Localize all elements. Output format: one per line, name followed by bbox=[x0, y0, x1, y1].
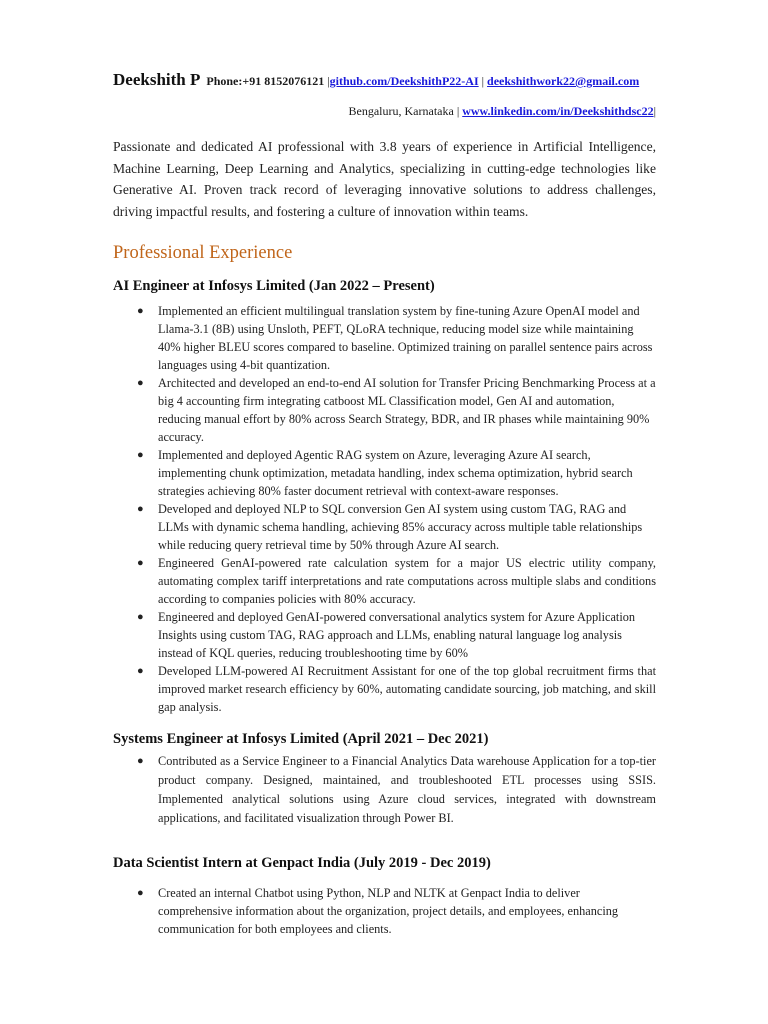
phone-number: Phone:+91 8152076121 bbox=[206, 74, 325, 88]
list-item bbox=[130, 446, 656, 500]
job-title: Data Scientist Intern at Genpact India (July 2019 - Dec 2019) bbox=[113, 855, 491, 871]
bullet-text: Implemented and deployed Agentic RAG system on Azure, leveraging Azure AI search, implementing chunk optimization, metadata handling, index schema optimization, hybrid search strategies achieving 80% faster document retrieval with context-aware responses. bbox=[158, 448, 633, 498]
bullet-icon: ● bbox=[137, 665, 144, 677]
separator: | bbox=[456, 104, 460, 118]
bullet-icon: ● bbox=[137, 611, 144, 623]
separator: | bbox=[481, 74, 485, 88]
bullet-icon: ● bbox=[137, 887, 144, 899]
list-item bbox=[130, 302, 656, 374]
bullet-icon: ● bbox=[137, 503, 144, 515]
list-item bbox=[130, 608, 656, 662]
list-item bbox=[130, 662, 656, 716]
bullet-text: Architected and developed an end-to-end AI solution for Transfer Pricing Benchmarking Process at a big 4 accounting firm integrating catboost ML Classification model, Gen AI and automation, reducing manual effort by 80% across Search Strategy, BDR, and IR phases while maintaining 90% accuracy. bbox=[158, 376, 656, 444]
section-title-professional-experience: Professional Experience bbox=[113, 243, 293, 263]
bullet-text: Created an internal Chatbot using Python, NLP and NLTK at Genpact India to deliver comprehensive information about the organization, project details, and employees, enhancing communication for both employees and clients. bbox=[158, 886, 619, 936]
bullet-text: Engineered GenAI-powered rate calculation system for a major US electric utility company, automating complex tariff interpretations and rate computations across multiple slabs and conditions according to companies policies with 80% accuracy. bbox=[158, 556, 656, 606]
list-item bbox=[130, 752, 656, 828]
list-item bbox=[130, 554, 656, 608]
bullet-icon: ● bbox=[137, 755, 144, 767]
bullet-icon: ● bbox=[137, 557, 144, 569]
list-item bbox=[130, 374, 656, 446]
bullet-text: Developed LLM-powered AI Recruitment Assistant for one of the top global recruitment firms that improved market research efficiency by 60%, automating candidate sourcing, job matching, and skill gap analysis. bbox=[158, 664, 656, 714]
job-bullet-list bbox=[130, 752, 656, 828]
separator: | bbox=[327, 74, 330, 88]
job-title: Systems Engineer at Infosys Limited (April 2021 – Dec 2021) bbox=[113, 731, 489, 747]
list-item bbox=[130, 884, 656, 938]
list-item bbox=[130, 500, 656, 554]
bullet-icon: ● bbox=[137, 377, 144, 389]
email-link[interactable]: deekshithwork22@gmail.com bbox=[487, 74, 640, 88]
job-bullet-list bbox=[130, 302, 656, 716]
bullet-icon: ● bbox=[137, 449, 144, 461]
bullet-text: Developed and deployed NLP to SQL conversion Gen AI system using custom TAG, RAG and LLMs with dynamic schema handling, achieving 85% accuracy across multiple table relationships while reducing query retrieval time by 50% through Azure AI search. bbox=[158, 502, 643, 552]
header-location-line bbox=[349, 104, 656, 119]
bullet-icon: ● bbox=[137, 305, 144, 317]
location: Bengaluru, Karnataka bbox=[348, 104, 454, 118]
github-link[interactable]: github.com/DeekshithP22-AI bbox=[329, 74, 479, 88]
job-bullet-list bbox=[130, 884, 656, 938]
bullet-text: Implemented an efficient multilingual translation system by fine-tuning Azure OpenAI model and Llama-3.1 (8B) using Unsloth, PEFT, QLoRA technique, reducing model size while maintaining 40% higher BLEU scores compared to baseline. Optimized training on parallel sentence pairs across languages using 4-bit quantization. bbox=[158, 304, 653, 372]
bullet-text: Engineered and deployed GenAI-powered conversational analytics system for Azure Application Insights using custom TAG, RAG approach and LLMs, enabling natural language log analysis instead of KQL queries, reducing troubleshooting time by 60% bbox=[158, 610, 636, 660]
linkedin-link[interactable]: www.linkedin.com/in/Deekshithdsc22 bbox=[462, 104, 654, 118]
bullet-text: Contributed as a Service Engineer to a Financial Analytics Data warehouse Application for a top-tier product company. Designed, maintained, and troubleshooted ETL processes using SSIS. Implemented analytical solutions using Azure cloud services, integrated with downstream applications, and facilitated visualization through Power BI. bbox=[158, 754, 656, 825]
candidate-name: Deekshith P bbox=[113, 70, 201, 89]
professional-summary: Passionate and dedicated AI professional with 3.8 years of experience in Artificial Intelligence, Machine Learning, Deep Learning and Analytics, specializing in cutting-edge technologies like Generative AI. Proven track record of leveraging innovative solutions to address challenges, driving impactful results, and fostering a culture of innovation within teams. bbox=[113, 139, 656, 219]
job-title: AI Engineer at Infosys Limited (Jan 2022 – Present) bbox=[113, 278, 435, 294]
header-contact-line bbox=[113, 70, 639, 90]
separator: | bbox=[653, 104, 656, 118]
